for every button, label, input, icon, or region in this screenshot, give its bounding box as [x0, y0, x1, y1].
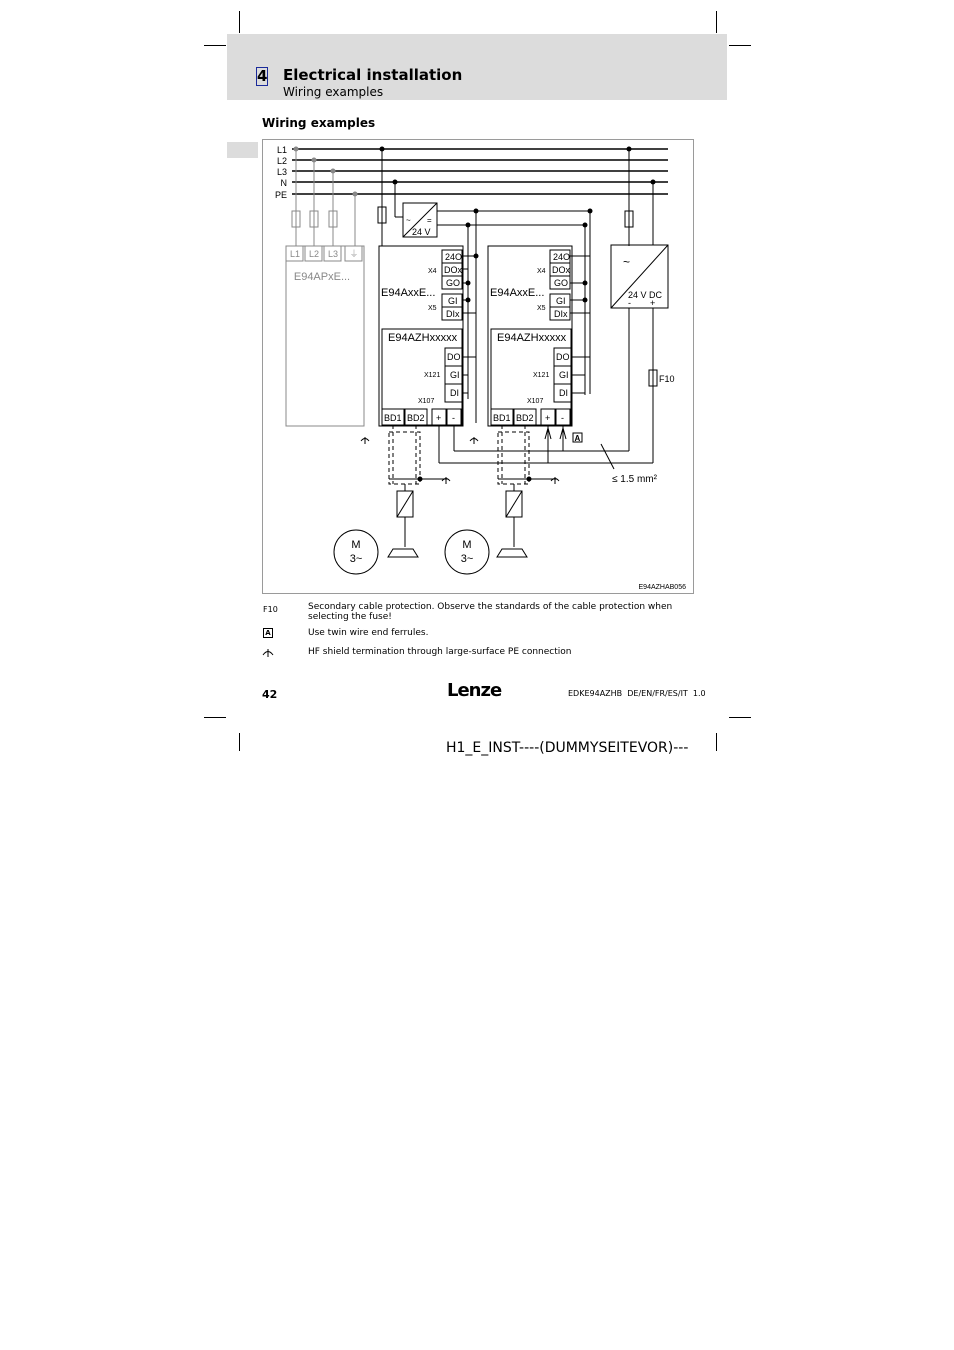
- motor-label: M: [351, 539, 361, 551]
- terminal-label: DI: [559, 388, 568, 398]
- connector-label: X107: [418, 398, 435, 405]
- terminal-label: GI: [559, 370, 569, 380]
- connector-label: X5: [537, 305, 546, 312]
- psu-large-minus: -: [628, 298, 631, 308]
- section-title: Wiring examples: [262, 116, 376, 130]
- terminal-label: -: [561, 413, 564, 423]
- mains-label: N: [280, 178, 287, 188]
- motor-label: 3~: [349, 553, 363, 565]
- mains-label: L3: [276, 167, 287, 177]
- crop-mark: [716, 733, 717, 751]
- terminal-label: 24O: [445, 252, 463, 262]
- mains-label: L1: [276, 145, 287, 155]
- terminal-label: BD2: [407, 413, 425, 423]
- figure-code: E94AZHAB056: [638, 584, 686, 591]
- safety-module-label: E94AZHxxxxx: [388, 332, 458, 344]
- psu-large-plus: +: [650, 298, 656, 308]
- psu-large-ac: ~: [623, 255, 631, 269]
- terminal-label: BD1: [493, 413, 511, 423]
- lenze-logo: Lenze: [447, 680, 502, 701]
- legend-text: HF shield termination through large-surface PE connection: [308, 647, 572, 657]
- motor-label: M: [462, 539, 472, 551]
- terminal-label: DIx: [446, 309, 460, 319]
- legend-key-a: A: [263, 628, 273, 638]
- legend-text: Secondary cable protection. Observe the standards of the cable protection when selecting the fuse!: [308, 602, 673, 622]
- terminal-label: BD2: [516, 413, 534, 423]
- dummy-line: H1_E_INST----(DUMMYSEITEVOR)---: [446, 740, 689, 756]
- document-id: EDKE94AZHB DE/EN/FR/ES/IT 1.0: [568, 689, 706, 698]
- connector-label: X121: [424, 372, 441, 379]
- chapter-subtitle: Wiring examples: [283, 85, 384, 99]
- wiring-diagram-frame: [262, 139, 694, 594]
- crop-mark: [239, 733, 240, 751]
- connector-label: X5: [428, 305, 437, 312]
- shield-icon: [262, 647, 274, 657]
- terminal-label: GI: [450, 370, 460, 380]
- motor-label: 3~: [460, 553, 474, 565]
- crop-mark: [204, 45, 226, 46]
- supply-terminal: L2: [308, 249, 320, 259]
- supply-terminal: L3: [327, 249, 339, 259]
- supply-terminal: L1: [289, 249, 301, 259]
- connector-label: X121: [533, 372, 550, 379]
- module-label: E94AxxE...: [490, 287, 545, 299]
- terminal-label: DOx: [552, 265, 570, 275]
- legend-key-f10: F10: [263, 605, 278, 614]
- terminal-label: DIx: [554, 309, 568, 319]
- terminal-label: BD1: [384, 413, 402, 423]
- safety-module-label: E94AZHxxxxx: [497, 332, 567, 344]
- crop-mark: [729, 45, 751, 46]
- cable-cross-section: ≤ 1.5 mm²: [612, 474, 657, 485]
- connector-label: X4: [537, 268, 546, 275]
- terminal-label: 24O: [553, 252, 571, 262]
- legend-text: Use twin wire end ferrules.: [308, 628, 429, 638]
- terminal-label: DI: [450, 388, 459, 398]
- connector-label: X107: [527, 398, 544, 405]
- crop-mark: [729, 717, 751, 718]
- psu-small-dc: =: [427, 216, 432, 225]
- crop-mark: [204, 717, 226, 718]
- terminal-label: DO: [556, 352, 570, 362]
- supply-module-label: E94APxE...: [293, 271, 351, 283]
- wiring-diagram: [262, 139, 694, 594]
- terminal-label: DO: [447, 352, 461, 362]
- fuse-label: F10: [659, 374, 675, 384]
- terminal-label: GI: [556, 296, 566, 306]
- psu-large-label: 24 V DC: [628, 290, 663, 300]
- psu-small-ac: ~: [406, 216, 411, 225]
- module-label: E94AxxE...: [381, 287, 436, 299]
- crop-mark: [716, 11, 717, 33]
- terminal-label: GO: [554, 278, 569, 288]
- terminal-label: +: [545, 413, 551, 423]
- terminal-label: GI: [448, 296, 458, 306]
- chapter-number: 4: [257, 67, 268, 85]
- crop-mark: [239, 11, 240, 33]
- terminal-label: DOx: [444, 265, 462, 275]
- terminal-label: -: [452, 413, 455, 423]
- mains-label: PE: [274, 190, 287, 200]
- page-number: 42: [262, 688, 278, 701]
- connector-label: X4: [428, 268, 437, 275]
- terminal-label: +: [436, 413, 442, 423]
- mains-label: L2: [276, 156, 287, 166]
- psu-small-label: 24 V: [412, 227, 431, 237]
- side-tab: [227, 142, 258, 158]
- earth-icon: ⏚: [349, 249, 359, 259]
- terminal-label: GO: [446, 278, 461, 288]
- chapter-title: Electrical installation: [283, 66, 463, 84]
- marker-a: A: [574, 434, 581, 443]
